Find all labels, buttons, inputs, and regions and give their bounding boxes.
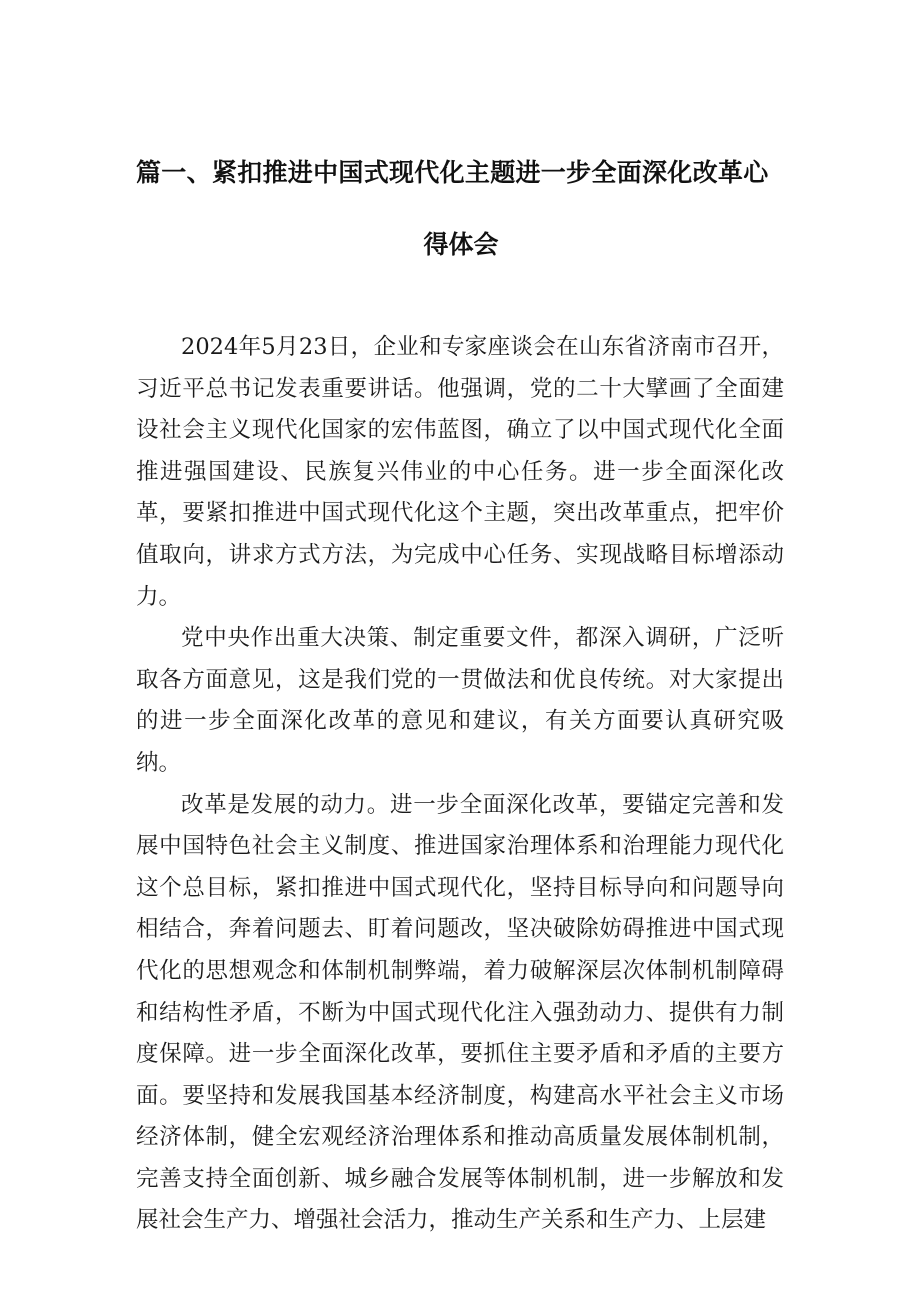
document-title-line-1: 篇一、紧扣推进中国式现代化主题进一步全面深化改革心 xyxy=(136,158,769,187)
document-title-line-2: 得体会 xyxy=(423,230,499,259)
paragraph-2: 党中央作出重大决策、制定重要文件，都深入调研，广泛听取各方面意见，这是我们党的一贯做法和优良传统。对大家提出的进一步全面深化改革的意见和建议，有关方面要认真研究吸纳。 xyxy=(136,625,784,776)
paragraph-3: 改革是发展的动力。进一步全面深化改革，要锚定完善和发展中国特色社会主义制度、推进国家治理体系和治理能力现代化这个总目标，紧扣推进中国式现代化，坚持目标导向和问题导向相结合，奔着问题去、盯着问题改，坚决破除妨碍推进中国式现代化的思想观念和体制机制弊端，着力破解深层次体制机制障碍和结构性矛盾，不断为中国式现代化注入强劲动力、提供有力制度保障。进一步全面深化改革，要抓住主要矛盾和矛盾的主要方面。要坚持和发展我国基本经济制度，构建高水平社会主义市场经济体制，健全宏观经济治理体系和推动高质量发展体制机制，完善支持全面创新、城乡融合发展等体制机制，进一步解放和发展社会生产力、增强社会活力，推动生产关系和生产力、上层建 xyxy=(136,791,784,1234)
paragraph-1: 2024年5月23日，企业和专家座谈会在山东省济南市召开，习近平总书记发表重要讲话。他强调，党的二十大擘画了全面建设社会主义现代化国家的宏伟蓝图，确立了以中国式现代化全面推进强国建设、民族复兴伟业的中心任务。进一步全面深化改革，要紧扣推进中国式现代化这个主题，突出改革重点，把牢价值取向，讲求方式方法，为完成中心任务、实现战略目标增添动力。 xyxy=(136,334,784,610)
document-body xyxy=(136,327,784,1242)
